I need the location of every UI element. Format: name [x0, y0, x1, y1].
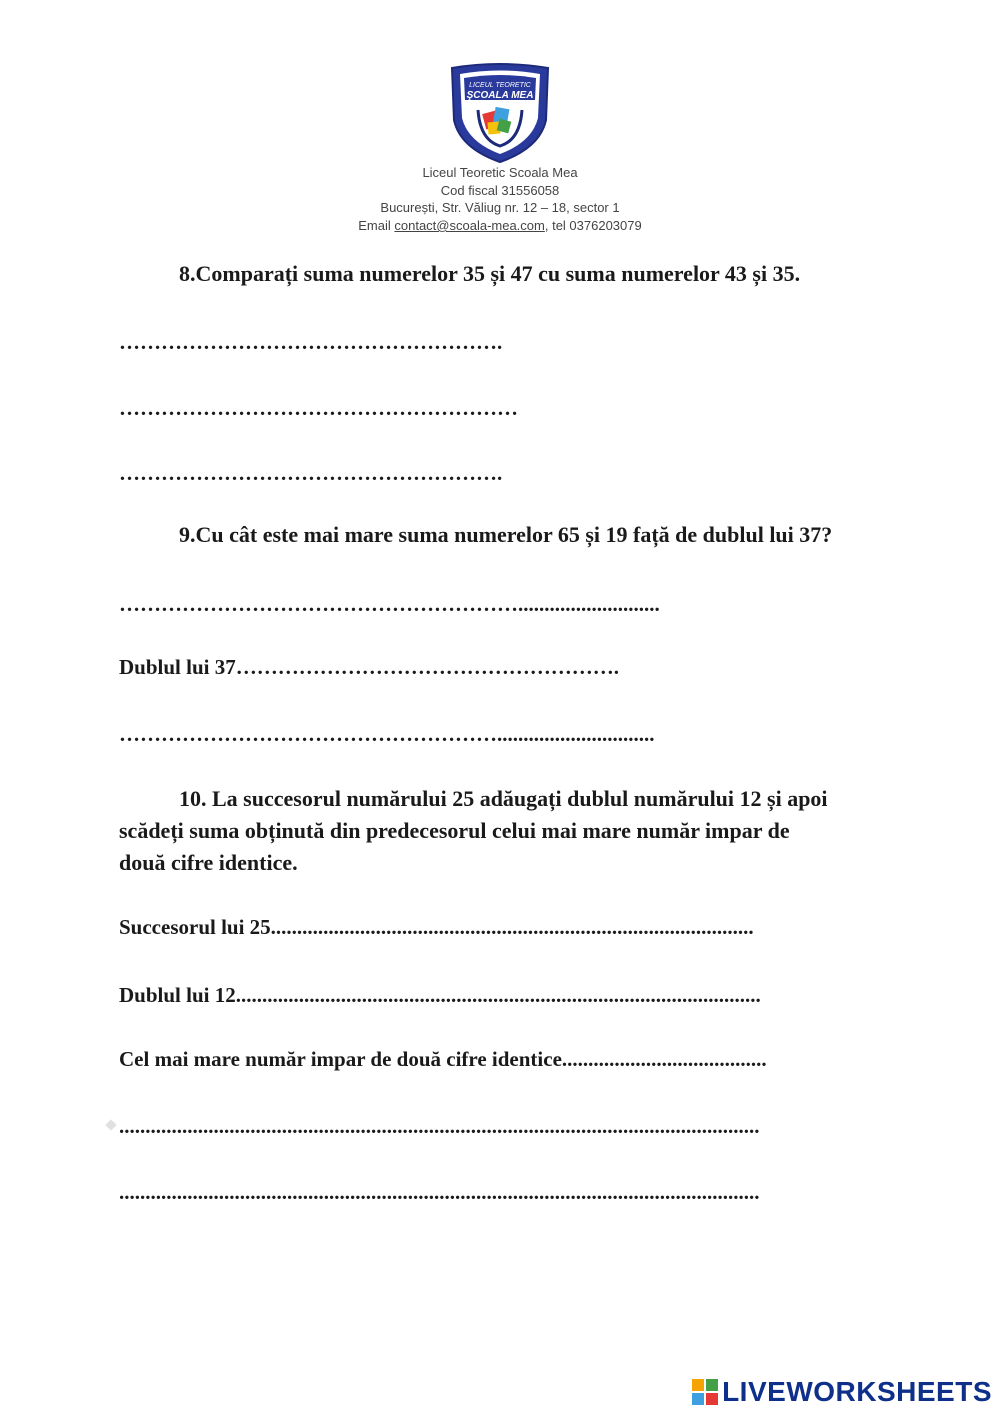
- phone-text: , tel 0376203079: [544, 218, 642, 233]
- email-label: Email: [358, 218, 395, 233]
- logo-text-main: ŞCOALA MEA: [466, 90, 534, 101]
- fiscal-code: Cod fiscal 31556058: [440, 183, 560, 198]
- contact-line: [0, 218, 1000, 233]
- liveworksheets-watermark: [692, 1375, 992, 1409]
- email-link[interactable]: contact@scoala-mea.com: [394, 218, 545, 233]
- school-logo: [440, 60, 560, 165]
- answer-line[interactable]: ..........................................................................................................................: [119, 1114, 760, 1138]
- answer-successor-25[interactable]: Succesorul lui 25............................................................................................: [119, 915, 754, 939]
- answer-line[interactable]: ……………………………………………….: [119, 330, 503, 354]
- answer-line[interactable]: …………………………………………………: [119, 396, 518, 420]
- cursor-marker: [105, 1119, 116, 1130]
- answer-line[interactable]: …………………………………………………...........................: [119, 592, 660, 616]
- liveworksheets-brand: LIVEWORKSHEETS: [722, 1376, 992, 1407]
- question-10-line-2: scădeți suma obținută din predecesorul celui mai mare număr impar de: [119, 818, 790, 843]
- question-9: 9.Cu cât este mai mare suma numerelor 65 și 19 față de dublul lui 37?: [179, 522, 833, 547]
- question-8: 8.Comparați suma numerelor 35 și 47 cu suma numerelor 43 și 35.: [179, 261, 801, 286]
- answer-line[interactable]: ……………………………………………….: [119, 461, 503, 485]
- school-address: București, Str. Văliug nr. 12 – 18, sector 1: [380, 200, 620, 215]
- answer-largest-odd[interactable]: Cel mai mare număr impar de două cifre identice.......................................: [119, 1047, 767, 1071]
- question-10-line-1: 10. La succesorul numărului 25 adăugați dublul numărului 12 și apoi: [179, 786, 828, 811]
- answer-double-12[interactable]: Dublul lui 12....................................................................................................: [119, 983, 761, 1007]
- question-10-line-3: două cifre identice.: [119, 850, 298, 875]
- answer-line[interactable]: ………………………………………………..............................: [119, 722, 655, 746]
- liveworksheets-icon: [692, 1379, 718, 1405]
- answer-line-double-37[interactable]: Dublul lui 37……………………………………………….: [119, 655, 619, 679]
- logo-text-top: LICEUL TEORETIC: [469, 82, 531, 89]
- answer-line[interactable]: ..........................................................................................................................: [119, 1180, 760, 1204]
- school-name: Liceul Teoretic Scoala Mea: [422, 165, 578, 180]
